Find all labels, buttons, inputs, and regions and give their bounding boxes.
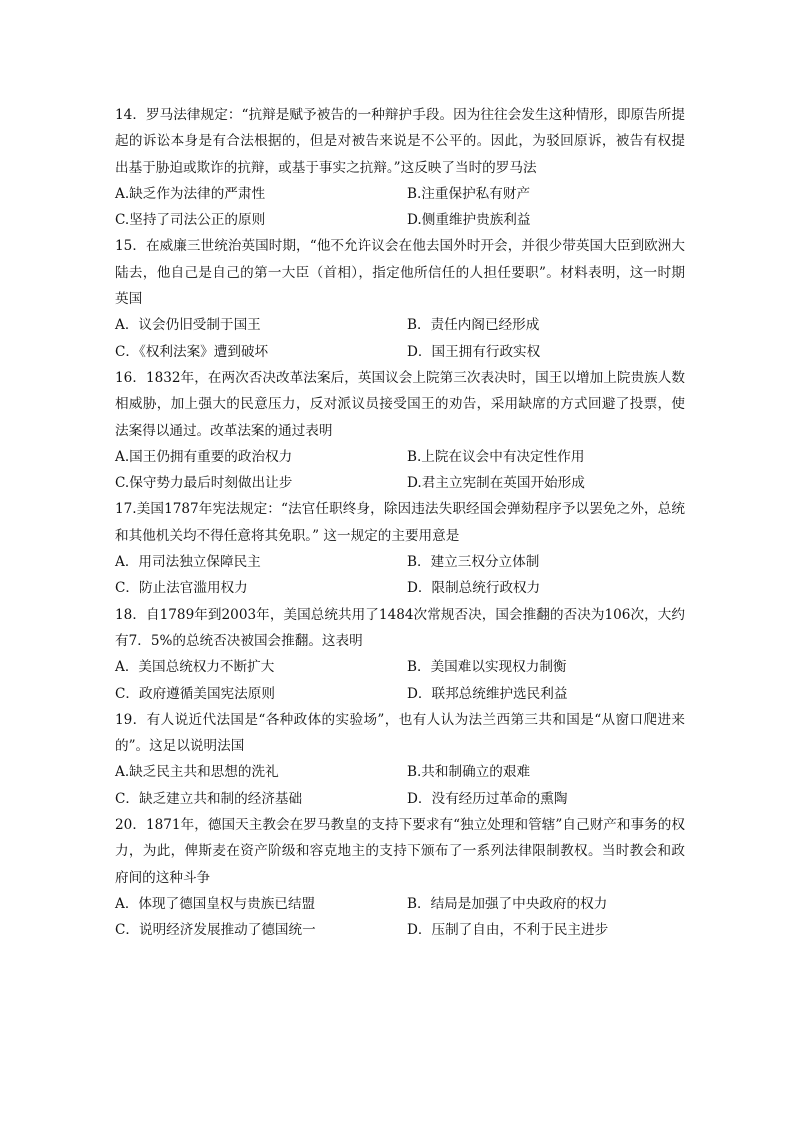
question-stem: 14．罗马法律规定：“抗辩是赋予被告的一种辩护手段。因为往往会发生这种情形，即原告所提起的诉讼本身是有合法根据的，但是对被告来说是不公平的。因此，为驳回原诉，被告有权提出基于胁迫或欺诈的抗辩，或基于事实之抗辩。”这反映了当时的罗马法 <box>115 107 685 176</box>
option-list <box>115 444 685 497</box>
option-b: B．建立三权分立体制 <box>407 554 540 571</box>
option-c: C．说明经济发展推动了德国统一 <box>115 922 316 939</box>
option-c: C.保守势力最后时刻做出让步 <box>115 475 293 492</box>
option-c: C．缺乏建立共和制的经济基础 <box>115 790 303 807</box>
option-list <box>115 181 685 234</box>
option-b: B.上院在议会中有决定性作用 <box>407 448 585 465</box>
option-list <box>115 654 685 707</box>
option-list <box>115 312 685 365</box>
option-a: A.国王仍拥有重要的政治权力 <box>115 448 293 465</box>
option-a: A．美国总统权力不断扩大 <box>115 659 275 676</box>
option-a: A．体现了德国皇权与贵族已结盟 <box>115 895 316 912</box>
option-a: A.缺乏作为法律的严肃性 <box>115 185 266 202</box>
option-list <box>115 891 685 944</box>
question-14 <box>115 102 685 233</box>
question-18 <box>115 602 685 707</box>
option-b: B.注重保护私有财产 <box>407 185 531 202</box>
question-stem: 19．有人说近代法国是“各种政体的实验场”，也有人认为法兰西第三共和国是“从窗口爬进来的”。这足以说明法国 <box>115 711 685 755</box>
option-a: A．用司法独立保障民主 <box>115 554 261 571</box>
option-c: C.坚持了司法公正的原则 <box>115 212 266 229</box>
question-19 <box>115 707 685 812</box>
option-c: C．政府遵循美国宪法原则 <box>115 685 275 702</box>
option-b: B．结局是加强了中央政府的权力 <box>407 895 608 912</box>
question-17 <box>115 496 685 601</box>
option-d: D．没有经历过革命的熏陶 <box>407 790 568 807</box>
option-d: D.侧重维护贵族利益 <box>407 212 531 229</box>
option-b: B.共和制确立的艰难 <box>407 764 531 781</box>
option-a: A.缺乏民主共和思想的洗礼 <box>115 764 279 781</box>
option-a: A．议会仍旧受制于国王 <box>115 317 261 334</box>
question-stem: 15．在威廉三世统治英国时期，“他不允许议会在他去国外时开会，并很少带英国大臣到欧洲大陆去，他自己是自己的第一大臣（首相），指定他所信任的人担任要职”。材料表明，这一时期英国 <box>115 238 685 308</box>
question-stem: 18．自1789年到2003年，美国总统共用了1484次常规否决，国会推翻的否决为106次，大约有7．5%的总统否决被国会推翻。这表明 <box>115 606 685 649</box>
option-d: D．联邦总统维护选民利益 <box>407 685 568 702</box>
option-b: B．美国难以实现权力制衡 <box>407 659 567 676</box>
question-stem: 17.美国1787年宪法规定：“法官任职终身，除因违法失职经国会弹劾程序予以罢免之外，总统和其他机关均不得任意将其免职。” 这一规定的主要用意是 <box>115 501 685 544</box>
option-list <box>115 549 685 602</box>
option-d: D.君主立宪制在英国开始形成 <box>407 475 585 492</box>
question-15 <box>115 233 685 364</box>
question-16 <box>115 365 685 496</box>
option-c: C．《权利法案》遭到破坏 <box>115 343 269 360</box>
option-b: B．责任内阁已经形成 <box>407 317 540 334</box>
option-c: C．防止法官滥用权力 <box>115 580 248 597</box>
exam-page <box>115 102 685 944</box>
question-stem: 20．1871年，德国天主教会在罗马教皇的支持下要求有“独立处理和管辖”自己财产和事务的权力，为此，俾斯麦在资产阶级和容克地主的支持下颁布了一系列法律限制教权。当时教会和政府间的这种斗争 <box>115 817 685 886</box>
option-d: D．国王拥有行政实权 <box>407 343 541 360</box>
question-stem: 16．1832年，在两次否决改革法案后，英国议会上院第三次表决时，国王以增加上院贵族人数相威胁，加上强大的民意压力，反对派议员接受国王的劝告，采用缺席的方式回避了投票，使法案得以通过。改革法案的通过表明 <box>115 369 685 439</box>
option-d: D．限制总统行政权力 <box>407 580 541 597</box>
question-20 <box>115 812 685 943</box>
option-d: D．压制了自由，不利于民主进步 <box>407 922 609 939</box>
option-list <box>115 759 685 812</box>
